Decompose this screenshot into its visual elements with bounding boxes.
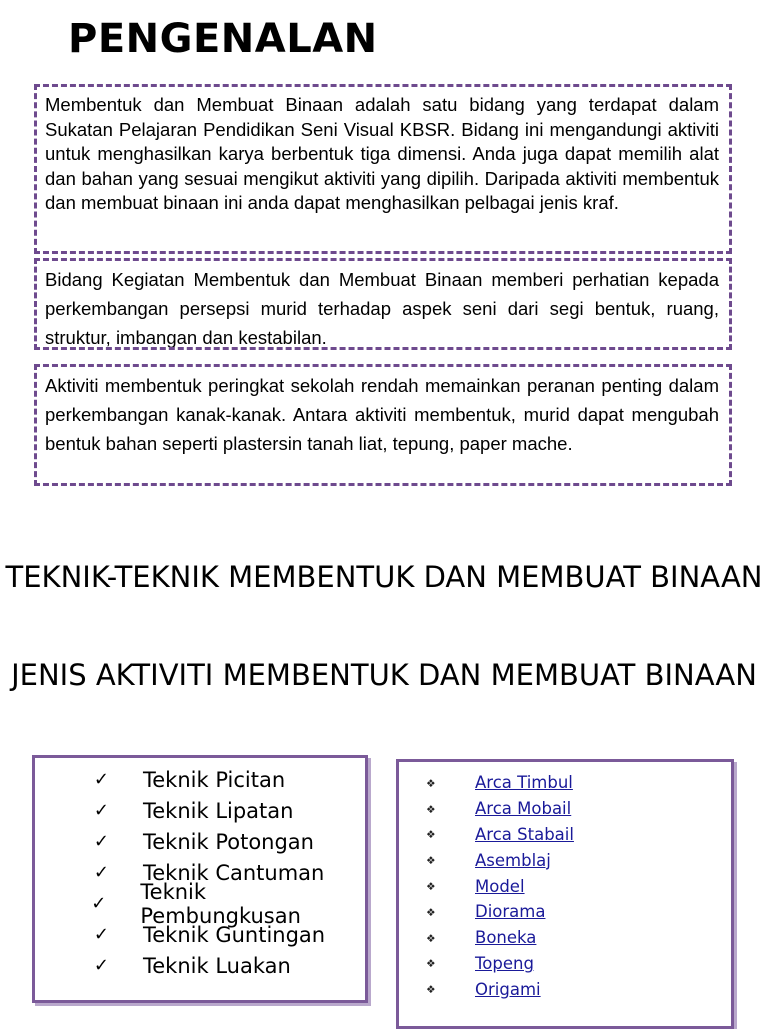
diamond-bullet-icon: ❖: [426, 774, 435, 791]
perception-paragraph-text: Bidang Kegiatan Membentuk dan Membuat Binaan memberi perhatian kepada perkembangan persepsi murid terhadap aspek seni dari segi bentuk, ruang, struktur, imbangan dan kestabilan.: [45, 269, 719, 348]
technique-item: [35, 764, 365, 795]
technique-label: Teknik Potongan: [143, 829, 314, 854]
activity-paragraph-text: Aktiviti membentuk peringkat sekolah rendah memainkan peranan penting dalam perkembangan kanak-kanak. Antara aktiviti membentuk, murid dapat mengubah bentuk bahan seperti plastersin tanah liat, tepung, paper mache.: [45, 375, 719, 454]
diamond-bullet-icon: ❖: [426, 852, 435, 869]
activity-link[interactable]: Arca Mobail: [475, 799, 572, 819]
activity-link[interactable]: Arca Stabail: [475, 824, 574, 844]
intro-paragraph-box: [34, 84, 732, 254]
activity-item: [399, 770, 731, 796]
activity-link[interactable]: Arca Timbul: [475, 773, 573, 793]
activity-paragraph-box: [34, 364, 732, 486]
checkmark-icon: ✓: [91, 893, 107, 914]
activity-item: [399, 847, 731, 873]
diamond-bullet-icon: ❖: [426, 955, 435, 972]
technique-label: Teknik Cantuman: [143, 860, 325, 885]
technique-label: Teknik Lipatan: [143, 798, 294, 823]
techniques-list: [35, 764, 365, 981]
diamond-bullet-icon: ❖: [426, 903, 435, 920]
intro-paragraph-text: Membentuk dan Membuat Binaan adalah satu bidang yang terdapat dalam Sukatan Pelajaran Pendidikan Seni Visual KBSR. Bidang ini mengandungi aktiviti untuk menghasilkan karya berbentuk tiga dimensi. Anda juga dapat memilih alat dan bahan yang sesuai mengikut aktiviti yang dipilih. Daripada aktiviti membentuk dan membuat binaan ini anda dapat menghasilkan pelbagai jenis kraf.: [45, 94, 719, 213]
techniques-heading: TEKNIK-TEKNIK MEMBENTUK DAN MEMBUAT BINAAN: [5, 560, 763, 594]
technique-label: Teknik Luakan: [143, 953, 291, 978]
technique-label: Teknik Guntingan: [143, 922, 326, 947]
checkmark-icon: ✓: [93, 831, 109, 852]
technique-item: [35, 950, 365, 981]
activity-item: [399, 796, 731, 822]
activity-link[interactable]: Origami: [475, 979, 541, 999]
diamond-bullet-icon: ❖: [426, 826, 435, 843]
activity-item: [399, 951, 731, 977]
checkmark-icon: ✓: [93, 769, 109, 790]
checkmark-icon: ✓: [93, 955, 109, 976]
diamond-bullet-icon: ❖: [426, 929, 435, 946]
activity-item: [399, 925, 731, 951]
checkmark-icon: ✓: [93, 862, 109, 883]
activity-item: [399, 873, 731, 899]
technique-item: [35, 795, 365, 826]
activity-item: [399, 976, 731, 1002]
checkmark-icon: ✓: [93, 800, 109, 821]
activities-heading: JENIS AKTIVITI MEMBENTUK DAN MEMBUAT BINAAN: [11, 658, 757, 692]
technique-item: [35, 879, 365, 928]
activities-list: [399, 770, 731, 1002]
activities-list-box: [396, 759, 734, 1029]
diamond-bullet-icon: ❖: [426, 981, 435, 998]
activity-item: [399, 899, 731, 925]
diamond-bullet-icon: ❖: [426, 800, 435, 817]
activity-link[interactable]: Asemblaj: [475, 850, 551, 870]
techniques-list-box: [32, 755, 368, 1003]
diamond-bullet-icon: ❖: [426, 878, 435, 895]
checkmark-icon: ✓: [93, 924, 109, 945]
activity-link[interactable]: Topeng: [475, 953, 534, 973]
activity-item: [399, 822, 731, 848]
activity-link[interactable]: Boneka: [475, 928, 537, 948]
technique-label: Teknik Picitan: [143, 767, 286, 792]
technique-item: [35, 919, 365, 950]
perception-paragraph-box: [34, 258, 732, 350]
activity-link[interactable]: Model: [475, 876, 525, 896]
technique-label: Teknik Pembungkusan: [140, 879, 301, 928]
activity-link[interactable]: Diorama: [475, 902, 546, 922]
technique-item: [35, 826, 365, 857]
page-title: PENGENALAN: [68, 16, 378, 62]
